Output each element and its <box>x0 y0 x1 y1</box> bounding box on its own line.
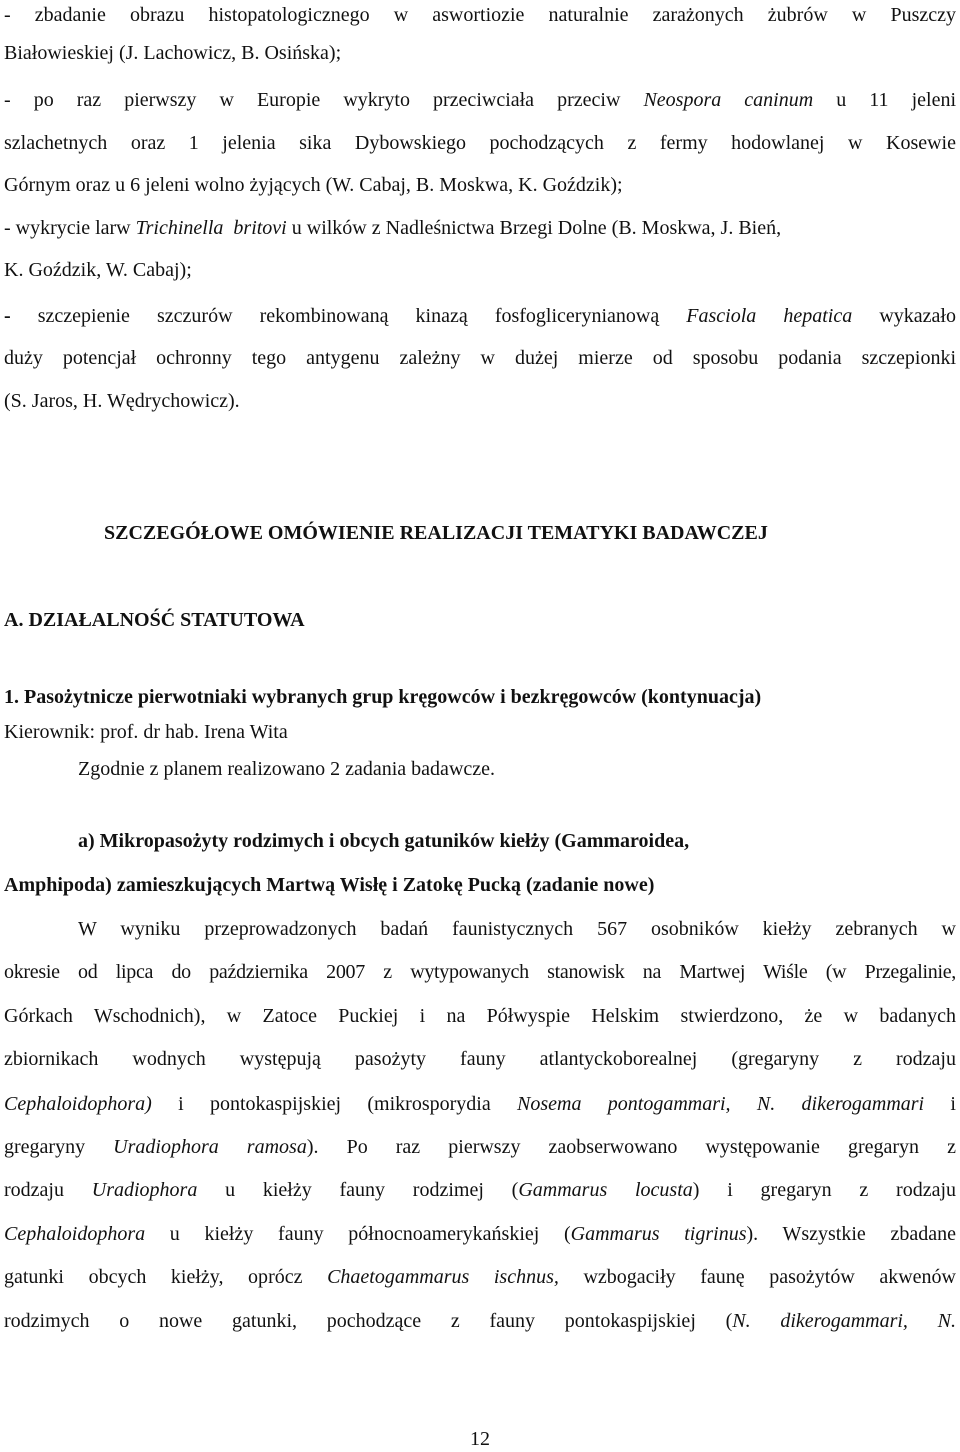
para-line-7 <box>4 1177 956 1203</box>
text: Górkach Wschodnich), w Zatoce Puckiej i na Półwyspie Helskim stwierdzono, że w badanych <box>4 1005 956 1027</box>
topic-1-title <box>4 684 956 710</box>
text: Białowieskiej (J. Lachowicz, B. Osińska); <box>4 42 342 64</box>
text: - po raz pierwszy w Europie wykryto przeciwciała przeciw <box>4 89 644 111</box>
topic-1-note <box>78 756 956 782</box>
text: SZCZEGÓŁOWE OMÓWIENIE REALIZACJI TEMATYKI BADAWCZEJ <box>104 522 768 544</box>
para-line-5 <box>4 1091 956 1117</box>
italic-text: Cephaloidophora) <box>4 1093 152 1115</box>
text: wykazało <box>852 305 956 327</box>
italic-text: Gammarus locusta <box>518 1179 693 1201</box>
list-line-3 <box>4 87 956 113</box>
italic-text: Nosema pontogammari, N. dikerogammari <box>517 1093 925 1115</box>
para-line-9 <box>4 1264 956 1290</box>
italic-text: Neospora caninum <box>643 89 814 111</box>
text: Amphipoda) zamieszkujących Martwą Wisłę i Zatokę Pucką (zadanie nowe) <box>4 874 655 896</box>
text: duży potencjał ochronny tego antygenu zależny w dużej mierze od sposobu podania szczepionki <box>4 347 956 369</box>
list-line-8 <box>4 303 956 329</box>
text: W wyniku przeprowadzonych badań faunistycznych 567 osobników kiełży zebranych w <box>78 918 956 940</box>
text: (S. Jaros, H. Wędrychowicz). <box>4 390 240 412</box>
para-line-8 <box>4 1221 956 1247</box>
list-line-6 <box>4 215 956 241</box>
text: A. DZIAŁALNOŚĆ STATUTOWA <box>4 609 305 631</box>
italic-text: Uradiophora ramosa <box>113 1136 307 1158</box>
text: szlachetnych oraz 1 jelenia sika Dybowskiego pochodzących z fermy hodowlanej w Kosewie <box>4 132 956 154</box>
text: u 11 jeleni <box>813 89 956 111</box>
text: i pontokaspijskiej (mikrosporydia <box>151 1093 518 1115</box>
topic-1-manager <box>4 719 956 745</box>
text: ). Wszystkie zbadane <box>746 1223 956 1245</box>
list-line-10 <box>4 388 956 414</box>
page-number <box>0 1426 960 1452</box>
list-line-4 <box>4 130 956 156</box>
text: ). Po raz pierwszy zaobserwowano występowanie gregaryn z <box>306 1136 956 1158</box>
italic-text: Cephaloidophora <box>4 1223 146 1245</box>
text: u kiełży fauny północnoamerykańskiej ( <box>145 1223 571 1245</box>
list-line-1 <box>4 2 956 28</box>
text: Zgodnie z planem realizowano 2 zadania badawcze. <box>78 758 496 780</box>
italic-text: Chaetogammarus ischnus, <box>327 1266 559 1288</box>
subsection-heading-a <box>4 607 956 633</box>
text: a) Mikropasożyty rodzimych i obcych gatuników kiełży (Gammaroidea, <box>78 830 690 852</box>
bold-dash: - <box>4 305 38 327</box>
text: 1. Pasożytnicze pierwotniaki wybranych grup kręgowców i bezkręgowców (kontynuacja) <box>4 686 762 708</box>
text: zbiornikach wodnych występują pasożyty fauny atlantyckoborealnej (gregaryny z rodzaju <box>4 1048 956 1070</box>
para-line-10 <box>4 1308 956 1334</box>
para-line-6 <box>4 1134 956 1160</box>
italic-text: N. dikerogammari, N. <box>732 1310 956 1332</box>
list-line-2 <box>4 40 956 66</box>
text: gregaryny <box>4 1136 114 1158</box>
list-line-9 <box>4 345 956 371</box>
italic-text: Trichinella britovi <box>135 217 287 239</box>
italic-text: Gammarus tigrinus <box>570 1223 747 1245</box>
list-line-7 <box>4 257 956 283</box>
italic-text: Fasciola hepatica <box>686 305 853 327</box>
section-heading <box>104 520 956 546</box>
text: Górnym oraz u 6 jeleni wolno żyjących (W. Cabaj, B. Moskwa, K. Goździk); <box>4 174 623 196</box>
text: - zbadanie obrazu histopatologicznego w aswortiozie naturalnie zarażonych żubrów w Puszczy <box>4 4 956 26</box>
text: 12 <box>470 1428 490 1450</box>
para-line-4 <box>4 1046 956 1072</box>
text: ) i gregaryn z rodzaju <box>692 1179 956 1201</box>
italic-text: Uradiophora <box>91 1179 198 1201</box>
para-line-2 <box>4 959 956 985</box>
list-line-5 <box>4 172 956 198</box>
text: Kierownik: prof. dr hab. Irena Wita <box>4 721 288 743</box>
text: i <box>924 1093 956 1115</box>
text: - wykrycie larw <box>4 217 136 239</box>
text: wzbogaciły faunę pasożytów akwenów <box>558 1266 956 1288</box>
text: rodzimych o nowe gatunki, pochodzące z fauny pontokaspijskiej ( <box>4 1310 733 1332</box>
text: u kiełży fauny rodzimej ( <box>197 1179 519 1201</box>
task-a-title-1 <box>78 828 956 854</box>
para-line-3 <box>4 1003 956 1029</box>
text: u wilków z Nadleśnictwa Brzegi Dolne (B. Moskwa, J. Bień, <box>286 217 782 239</box>
text: K. Goździk, W. Cabaj); <box>4 259 192 281</box>
text: okresie od lipca do października 2007 z wytypowanych stanowisk na Martwej Wiśle (w Przegalinie, <box>4 961 956 983</box>
text: szczepienie szczurów rekombinowaną kinazą fosfoglicerynianową <box>37 305 687 327</box>
task-a-title-2 <box>4 872 956 898</box>
text: rodzaju <box>4 1179 92 1201</box>
text: gatunki obcych kiełży, oprócz <box>4 1266 328 1288</box>
para-line-1 <box>78 916 956 942</box>
